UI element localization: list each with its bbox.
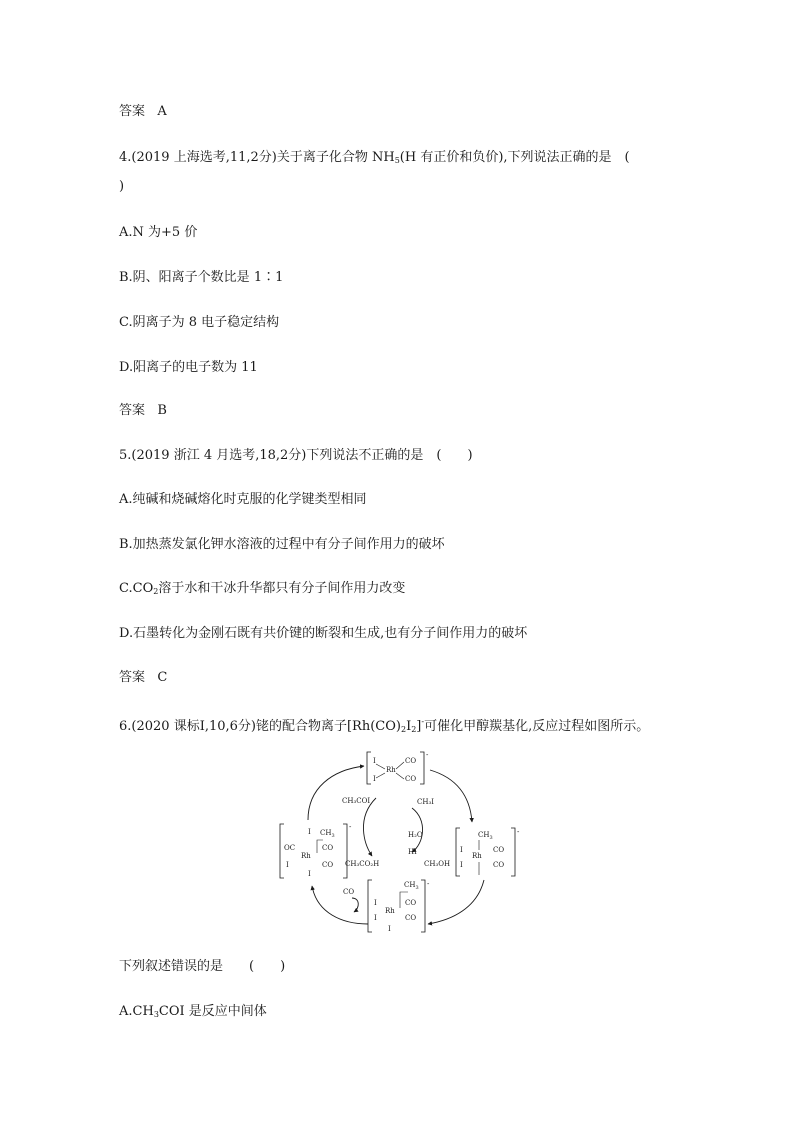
q5-option-a: A.纯碱和烧碱熔化时克服的化学键类型相同 <box>119 492 367 507</box>
svg-text:Rh: Rh <box>385 907 395 915</box>
svg-text:I: I <box>373 757 376 765</box>
svg-text:I: I <box>374 899 377 907</box>
svg-text:Rh: Rh <box>472 852 482 860</box>
q4-option-b: B.阴、阳离子个数比是 1∶1 <box>119 270 284 285</box>
complex-right <box>456 828 520 876</box>
question-5-stem: 5.(2019 浙江 4 月选考,18,2分)下列说法不正确的是 ( ) <box>119 448 473 463</box>
label-acetyl-iodide: CH₃COI <box>342 797 371 805</box>
question-6-stem: 6.(2020 课标Ⅰ,10,6分)铑的配合物离子$[Rh(CO)_2I_2]^-$可催化甲醇羰基化,反应过程如图所示。 <box>119 717 650 734</box>
svg-text:CO: CO <box>405 757 417 765</box>
svg-text:CH3: $CH_3$ <box>478 831 493 841</box>
label-acetic-acid: CH₃CO₂H <box>345 860 380 868</box>
svg-text:-: - <box>426 751 429 759</box>
label-co: CO <box>343 888 355 896</box>
svg-text:I: I <box>308 870 311 878</box>
svg-text:I: I <box>460 846 463 854</box>
question-6-prompt: 下列叙述错误的是 ( ) <box>119 959 286 974</box>
question-4-stem-cont: ) <box>119 179 125 194</box>
svg-text:-: - <box>517 828 520 836</box>
label-water: H₂O <box>408 831 423 839</box>
answer-label: 答案 <box>119 403 146 418</box>
answer-line-3 <box>119 670 167 686</box>
svg-text:-: - <box>349 823 352 831</box>
q5-option-b: B.加热蒸发氯化钾水溶液的过程中有分子间作用力的破坏 <box>119 537 445 552</box>
svg-text:I: I <box>373 775 376 783</box>
svg-text:CO: CO <box>405 914 417 922</box>
q4-option-c: C.阴离子为 8 电子稳定结构 <box>119 315 280 330</box>
answer-value: C <box>157 670 168 685</box>
answer-value: B <box>157 403 167 418</box>
q4-option-a: A.N 为+5 价 <box>119 225 198 240</box>
svg-text:Rh: Rh <box>301 852 311 860</box>
cycle-arrows <box>308 766 484 924</box>
svg-text:CO: CO <box>493 846 505 854</box>
svg-text:Rh: Rh <box>386 766 396 774</box>
complex-top <box>367 751 429 784</box>
svg-text:CO: CO <box>405 899 417 907</box>
svg-text:CO: CO <box>493 861 505 869</box>
question-4-stem: 4.(2019 上海选考,11,2分)关于离子化合物 $NH_5(H$ 有正价和负价),下列说法正确的是 ( <box>119 150 630 165</box>
label-methanol: CH₃OH <box>424 860 451 868</box>
svg-text:OC: OC <box>284 844 296 852</box>
svg-text:CO: CO <box>322 844 334 852</box>
catalytic-cycle-diagram <box>272 748 518 938</box>
svg-text:I: I <box>308 828 311 836</box>
q6-option-a: $A.CH_3COI$ 是反应中间体 <box>119 1004 267 1019</box>
complex-left <box>280 823 352 878</box>
svg-text:I: I <box>286 861 289 869</box>
q5-option-d: D.石墨转化为金刚石既有共价键的断裂和生成,也有分子间作用力的破坏 <box>119 626 528 641</box>
answer-value: A <box>157 104 167 119</box>
svg-text:CO: CO <box>322 861 334 869</box>
q5-option-c: $C.CO_2$溶于水和干冰升华都只有分子间作用力改变 <box>119 581 406 596</box>
svg-text:-: - <box>427 880 430 888</box>
answer-line-2 <box>119 403 167 419</box>
label-hi: HI <box>408 848 417 856</box>
svg-text:I: I <box>388 925 391 933</box>
svg-text:I: I <box>460 861 463 869</box>
answer-label: 答案 <box>119 670 146 685</box>
species-labels <box>342 797 450 896</box>
label-methyl-iodide: CH₃I <box>417 798 435 806</box>
svg-text:I: I <box>374 914 377 922</box>
q4-option-d: D.阳离子的电子数为 11 <box>119 360 258 375</box>
answer-label: 答案 <box>119 104 146 119</box>
svg-text:CO: CO <box>405 775 417 783</box>
svg-text:CH3: $CH_3$ <box>404 881 419 891</box>
complex-bottom <box>368 880 430 933</box>
answer-line-1 <box>119 104 167 120</box>
svg-text:CH3: $CH_3$ <box>320 829 335 839</box>
